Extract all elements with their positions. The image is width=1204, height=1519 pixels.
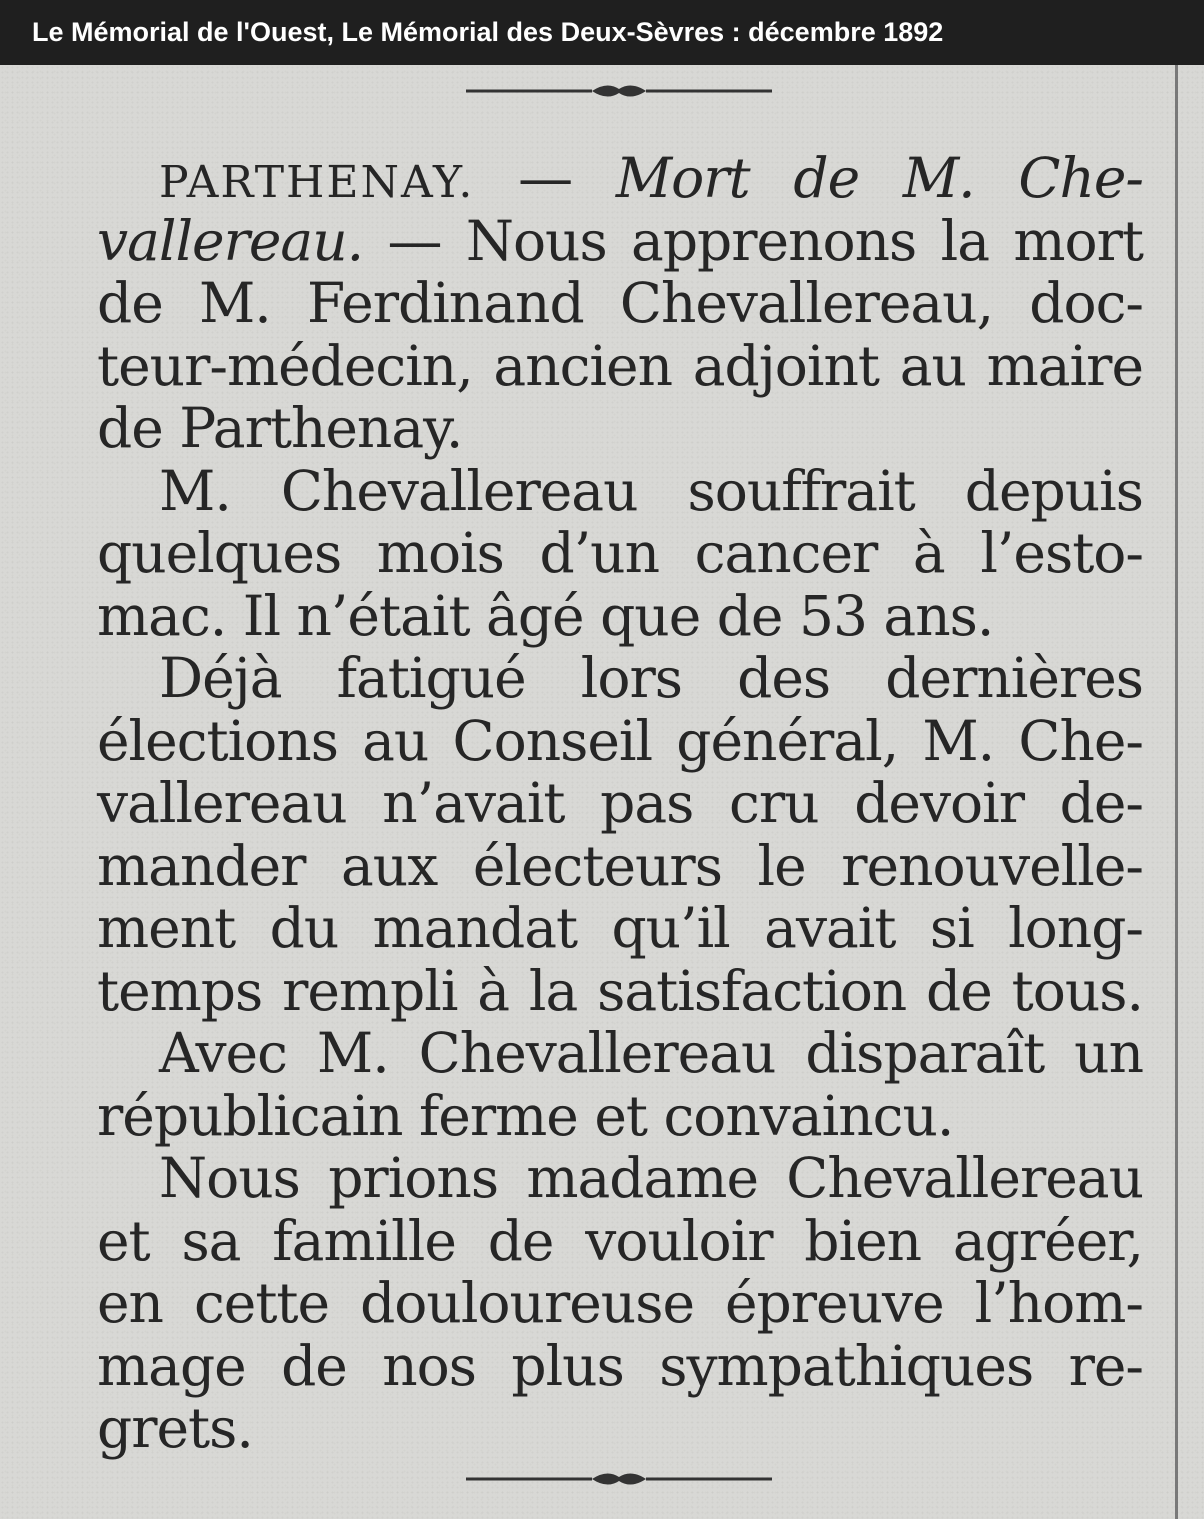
article-line: M. Chevallereau souffrait depuis xyxy=(159,458,1143,523)
headline-cont: vallereau. xyxy=(97,208,364,273)
article-line: vallereau n’avait pas cru devoir de- xyxy=(97,771,1143,835)
article-line: Nous prions madame Chevallereau xyxy=(159,1146,1143,1210)
article-line: en cette douloureuse épreuve l’hom- xyxy=(97,1271,1143,1335)
ornament-divider-bottom xyxy=(462,1469,776,1489)
article-line: mage de nos plus sympathiques re- xyxy=(97,1333,1143,1398)
article-line: quelques mois d’un cancer à l’esto- xyxy=(97,521,1143,585)
article-line: de M. Ferdinand Chevallereau, doc- xyxy=(97,271,1143,335)
article-line: mander aux électeurs le renouvelle- xyxy=(97,833,1143,898)
article-line: Avec M. Chevallereau disparaît un xyxy=(159,1021,1143,1085)
article-line: grets. xyxy=(97,1396,253,1460)
article-line: Déjà fatigué lors des dernières xyxy=(159,646,1143,710)
article-line: républicain ferme et convaincu. xyxy=(97,1083,954,1148)
article-line xyxy=(97,210,1143,273)
article-line: ment du mandat qu’il avait si long- xyxy=(97,896,1143,960)
article-line: mac. Il n’était âgé que de 53 ans. xyxy=(97,583,994,648)
headline: Mort de M. Che- xyxy=(615,146,1143,210)
article-line: et sa famille de vouloir bien agréer, xyxy=(97,1208,1143,1273)
window-title: Le Mémorial de l'Ouest, Le Mémorial des Deux-Sèvres : décembre 1892 xyxy=(0,0,1204,65)
article-line xyxy=(97,147,1143,210)
dateline: PARTHENAY. xyxy=(159,157,475,208)
article-body xyxy=(97,147,1143,1460)
lead-text: — Nous apprenons la mort xyxy=(363,208,1143,273)
article-line: de Parthenay. xyxy=(97,396,463,460)
newspaper-page xyxy=(0,65,1204,1519)
article-line: élections au Conseil général, M. Che- xyxy=(97,708,1143,773)
article-line: teur-médecin, ancien adjoint au maire xyxy=(97,333,1143,398)
ornament-divider-top xyxy=(462,81,776,101)
headline-separator: — xyxy=(474,146,616,210)
article-line: temps rempli à la satisfaction de tous. xyxy=(97,958,1143,1023)
column-rule xyxy=(1175,65,1178,1519)
